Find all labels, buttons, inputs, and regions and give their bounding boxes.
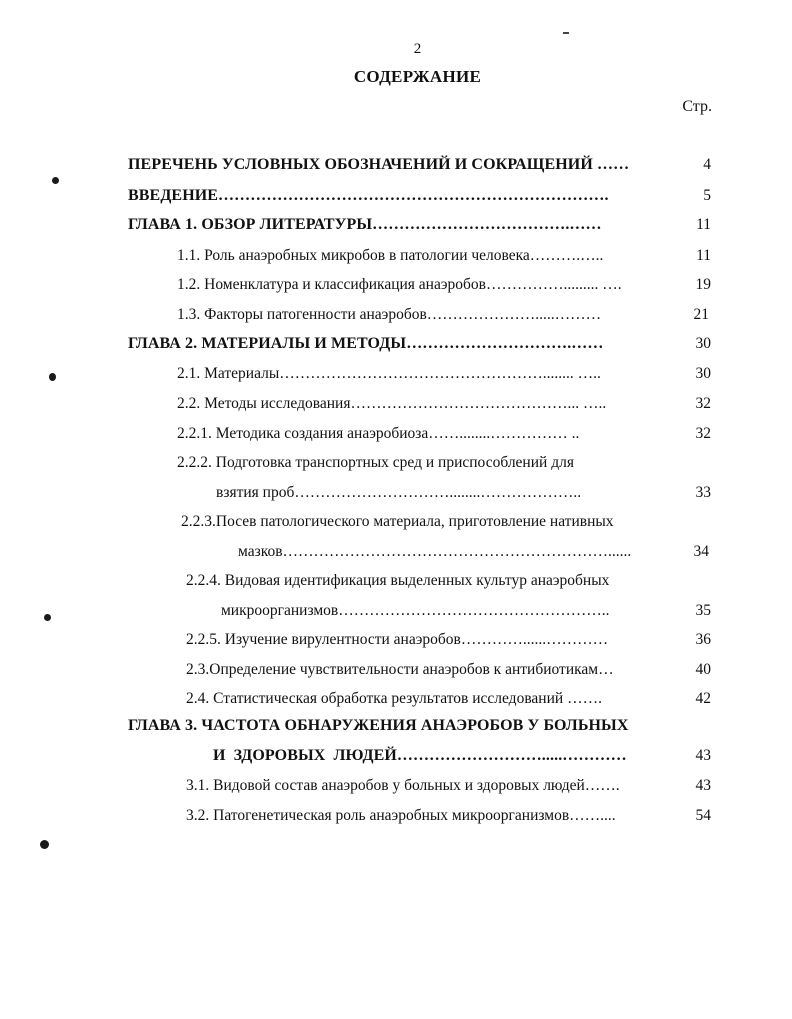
toc-entry-title: 2.2.1. Методика создания анаэробиоза……........…………… .. <box>177 425 580 442</box>
toc-entry <box>177 246 603 266</box>
toc-entry-page: 34 <box>693 543 709 560</box>
page-number: 2 <box>413 41 422 57</box>
scan-speck <box>44 614 51 621</box>
toc-entry-page: 5 <box>703 187 711 204</box>
toc-entry <box>186 571 609 591</box>
toc-entry <box>186 689 602 709</box>
toc-entry-title: 2.2.4. Видовая идентификация выделенных культур анаэробных <box>186 572 610 589</box>
page-title: СОДЕРЖАНИЕ <box>353 67 482 86</box>
scan-speck <box>49 373 56 381</box>
toc-entry <box>128 716 629 736</box>
toc-entry-page: 11 <box>696 216 711 233</box>
toc-entry-title: 2.2.2. Подготовка транспортных сред и приспособлений для <box>177 454 574 471</box>
toc-entry-title: взятия проб…………………………........……………….. <box>216 484 582 501</box>
toc-entry-title: 2.2. Методы исследования……………………………………... ….. <box>177 395 607 412</box>
toc-entry-page: 11 <box>696 247 711 264</box>
toc-entry <box>128 334 604 354</box>
toc-entry <box>177 305 601 325</box>
toc-entry-title: 3.2. Патогенетическая роль анаэробных микроорганизмов…….... <box>186 807 616 824</box>
toc-entry-page: 32 <box>695 425 711 442</box>
toc-entry <box>186 776 620 796</box>
toc-entry-title: 1.2. Номенклатура и классификация анаэробов……………......... …. <box>177 276 622 293</box>
toc-entry-page: 19 <box>695 276 711 293</box>
toc-entry <box>177 275 622 295</box>
toc-entry-page: 42 <box>695 690 711 707</box>
toc-entry-title: 3.1. Видовой состав анаэробов у больных и здоровых людей……. <box>186 777 620 794</box>
toc-entry-page: 30 <box>695 365 711 382</box>
toc-entry-page: 40 <box>695 661 711 678</box>
toc-entry <box>128 155 629 175</box>
toc-entry-page: 30 <box>695 335 711 352</box>
toc-entry-page: 54 <box>695 807 711 824</box>
toc-entry <box>177 424 579 444</box>
toc-entry-title: 2.2.5. Изучение вирулентности анаэробов…………......………… <box>186 631 609 648</box>
toc-entry-page: 4 <box>703 156 711 173</box>
toc-entry-title: И ЗДОРОВЫХ ЛЮДЕЙ……………………….....………… <box>213 747 627 764</box>
toc-entry-title: 1.1. Роль анаэробных микробов в патологии человека……….….. <box>177 247 604 264</box>
toc-entry <box>128 215 602 235</box>
toc-entry-title: мазков………………………………………………………...... <box>238 543 632 560</box>
toc-entry <box>181 512 614 532</box>
toc-entry <box>177 394 606 414</box>
toc-entry-title: 2.3.Определение чувствительности анаэробов к антибиотикам… <box>186 661 614 678</box>
toc-entry <box>221 601 610 621</box>
toc-entry <box>216 483 581 503</box>
scan-speck <box>40 840 49 849</box>
toc-entry-title: ГЛАВА 1. ОБЗОР ЛИТЕРАТУРЫ……………………………….…… <box>128 216 602 233</box>
toc-entry-title: ГЛАВА 2. МАТЕРИАЛЫ И МЕТОДЫ………………………….…… <box>128 335 604 352</box>
scan-mark <box>563 32 569 34</box>
toc-entry <box>213 746 627 766</box>
toc-entry-page: 33 <box>695 484 711 501</box>
toc-entry-page: 35 <box>695 602 711 619</box>
scan-speck <box>52 177 59 184</box>
toc-entry <box>128 186 609 206</box>
toc-entry <box>177 453 574 473</box>
toc-entry <box>186 660 614 680</box>
toc-entry-title: 2.4. Статистическая обработка результатов исследований ……. <box>186 690 602 707</box>
toc-entry-title: ГЛАВА 3. ЧАСТОТА ОБНАРУЖЕНИЯ АНАЭРОБОВ У БОЛЬНЫХ <box>128 717 629 734</box>
toc-entry <box>186 630 608 650</box>
toc-entry-title: микроорганизмов…………………………………………….. <box>221 602 610 619</box>
toc-entry-page: 43 <box>695 747 711 764</box>
toc-entry-page: 43 <box>695 777 711 794</box>
toc-entry-title: 2.1. Материалы……………………………………………........ ….. <box>177 365 601 382</box>
toc-entry-title: 2.2.3.Посев патологического материала, приготовление нативных <box>181 513 614 530</box>
toc-entry-page: 21 <box>693 306 709 323</box>
toc-entry-page: 36 <box>695 631 711 648</box>
toc-entry <box>238 542 631 562</box>
toc-entry <box>186 806 616 826</box>
toc-entry-page: 32 <box>695 395 711 412</box>
toc-entry <box>177 364 601 384</box>
toc-entry-title: ВВЕДЕНИЕ………………………………………………………………. <box>128 187 609 204</box>
toc-entry-title: 1.3. Факторы патогенности анаэробов………………….....……… <box>177 306 602 323</box>
page-column-label: Стр. <box>682 98 712 115</box>
toc-entry-title: ПЕРЕЧЕНЬ УСЛОВНЫХ ОБОЗНАЧЕНИЙ И СОКРАЩЕНИЙ …… <box>128 156 630 173</box>
